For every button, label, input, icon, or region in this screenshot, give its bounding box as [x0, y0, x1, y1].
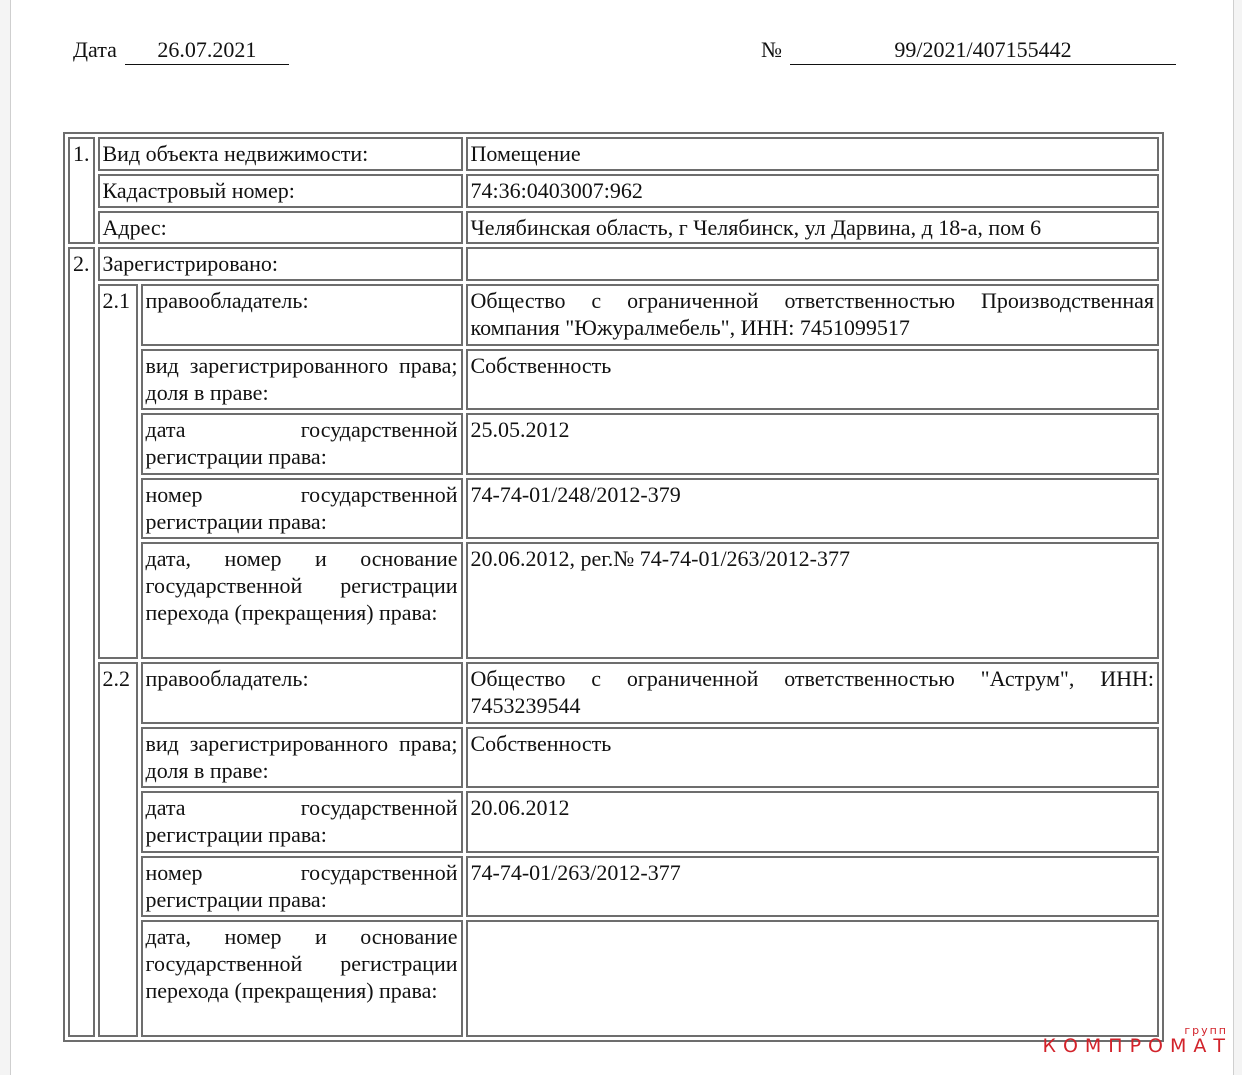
table-row-transfer [68, 542, 1159, 659]
reg-date-label: дата государственной регистрации права: [141, 791, 463, 853]
date-value: 26.07.2021 [125, 38, 289, 65]
table-row-right-type [68, 727, 1159, 789]
table-row-reg-date [68, 791, 1159, 853]
reg-number-value: 74-74-01/263/2012-377 [466, 856, 1160, 918]
number-value: 99/2021/407155442 [790, 38, 1176, 65]
object-type-value: Помещение [466, 137, 1160, 171]
transfer-value: 20.06.2012, рег.№ 74-74-01/263/2012-377 [466, 542, 1160, 659]
cadastral-value: 74:36:0403007:962 [466, 174, 1160, 208]
table-row-reg-number [68, 478, 1159, 540]
registry-table [63, 132, 1164, 1042]
table-row-registered [68, 247, 1159, 281]
watermark-top-text: групп [1184, 1024, 1228, 1037]
holder-value: Общество с ограниченной ответственностью Производственная компания "Южуралмебель", ИНН: 7451099517 [466, 284, 1160, 346]
address-value: Челябинская область, г Челябинск, ул Дарвина, д 18-а, пом 6 [466, 211, 1160, 245]
right-type-label: вид зарегистрированного права; доля в праве: [141, 727, 463, 789]
holder-value: Общество с ограниченной ответственностью "Аструм", ИНН: 7453239544 [466, 662, 1160, 724]
table-row-reg-date [68, 413, 1159, 475]
table-row-right-type [68, 349, 1159, 411]
watermark-main-text: КОМПРОМАТ [1042, 1035, 1232, 1057]
transfer-label: дата, номер и основание государственной регистрации перехода (прекращения) права: [141, 920, 463, 1037]
document-number-field [761, 38, 1176, 65]
transfer-value [466, 920, 1160, 1037]
right-type-label: вид зарегистрированного права; доля в праве: [141, 349, 463, 411]
subsection-number: 2.1 [98, 284, 138, 659]
cadastral-label: Кадастровый номер: [98, 174, 463, 208]
watermark-logo [1042, 1024, 1232, 1057]
registered-value [466, 247, 1160, 281]
reg-date-value: 25.05.2012 [466, 413, 1160, 475]
address-label: Адрес: [98, 211, 463, 245]
section-number: 2. [68, 247, 95, 1037]
holder-label: правообладатель: [141, 284, 463, 346]
table-row-cadastral [68, 174, 1159, 208]
date-label: Дата [73, 37, 117, 62]
reg-number-label: номер государственной регистрации права: [141, 478, 463, 540]
transfer-label: дата, номер и основание государственной регистрации перехода (прекращения) права: [141, 542, 463, 659]
reg-date-value: 20.06.2012 [466, 791, 1160, 853]
reg-date-label: дата государственной регистрации права: [141, 413, 463, 475]
reg-number-label: номер государственной регистрации права: [141, 856, 463, 918]
table-row-reg-number [68, 856, 1159, 918]
object-type-label: Вид объекта недвижимости: [98, 137, 463, 171]
reg-number-value: 74-74-01/248/2012-379 [466, 478, 1160, 540]
table-row-holder [68, 662, 1159, 724]
table-row-holder [68, 284, 1159, 346]
right-type-value: Собственность [466, 727, 1160, 789]
number-label: № [761, 37, 782, 62]
right-type-value: Собственность [466, 349, 1160, 411]
registered-label: Зарегистрировано: [98, 247, 463, 281]
date-field [73, 38, 289, 65]
table-row-object-type [68, 137, 1159, 171]
subsection-number: 2.2 [98, 662, 138, 1037]
holder-label: правообладатель: [141, 662, 463, 724]
table-row-address [68, 211, 1159, 245]
section-number: 1. [68, 137, 95, 244]
table-row-transfer [68, 920, 1159, 1037]
